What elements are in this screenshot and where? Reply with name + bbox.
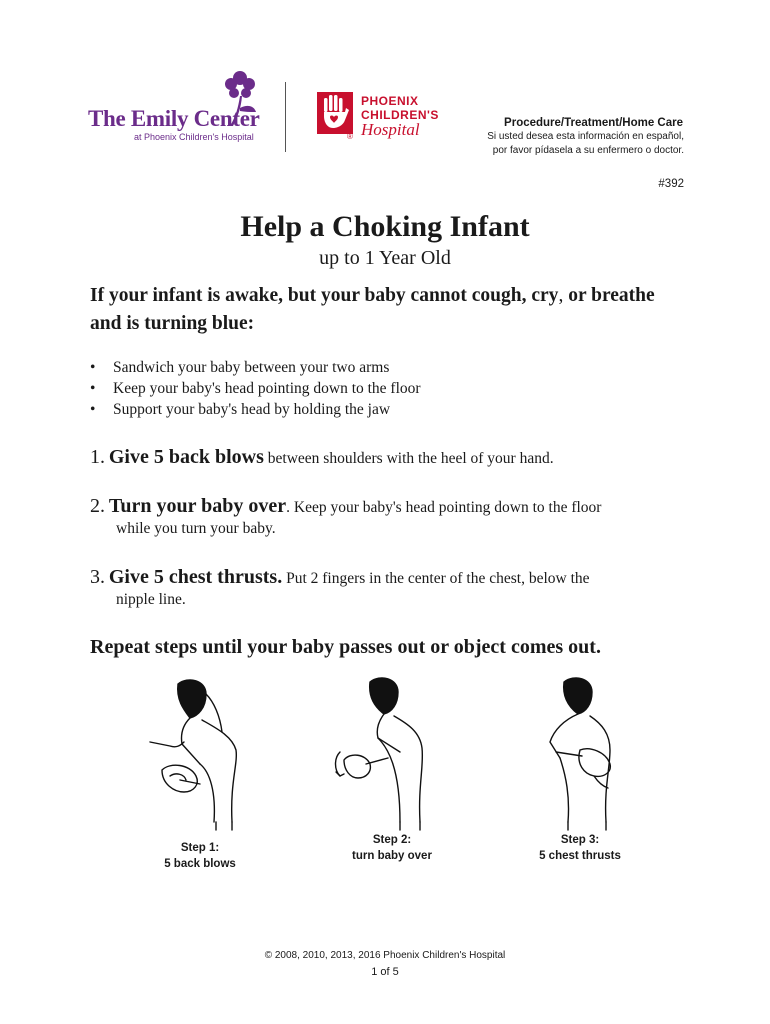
step-text: Put 2 fingers in the center of the chest, below the xyxy=(282,570,590,587)
bullet-list xyxy=(90,357,421,420)
step-number: 2. xyxy=(90,495,105,517)
step-1 xyxy=(90,446,690,469)
pch-word-hospital: Hospital xyxy=(361,120,420,139)
caption-step-2 xyxy=(312,832,472,864)
turn-baby-over-illustration xyxy=(330,672,450,832)
copyright-notice: © 2008, 2010, 2013, 2016 Phoenix Children's Hospital xyxy=(264,950,506,961)
step-3 xyxy=(90,566,690,609)
intro-heading xyxy=(90,282,690,338)
chest-thrusts-illustration xyxy=(520,672,640,832)
step-text: between shoulders with the heel of your hand. xyxy=(263,450,554,467)
list-item: • Support your baby's head by holding the jaw xyxy=(90,399,421,420)
step-text: . Keep your baby's head pointing down to the floor xyxy=(286,499,602,516)
step-2 xyxy=(90,495,690,538)
pch-word-childrens: CHILDREN'S xyxy=(361,108,439,122)
intro-part-1: If your infant is awake, but your baby cannot cough, cry xyxy=(90,285,559,306)
caption-line: 5 chest thrusts xyxy=(539,850,621,862)
page-subtitle: up to 1 Year Old xyxy=(319,247,451,269)
repeat-instruction: Repeat steps until your baby passes out or object comes out. xyxy=(90,636,601,658)
step-number: 1. xyxy=(90,446,105,468)
caption-step-3 xyxy=(500,832,660,864)
document-type: Procedure/Treatment/Home Care xyxy=(504,117,683,129)
spanish-notice-line-1: Si usted desea esta información en español, xyxy=(487,131,684,142)
step-continuation: while you turn your baby. xyxy=(116,520,276,537)
header-divider xyxy=(285,82,286,152)
step-action: Turn your baby over xyxy=(108,495,287,517)
phoenix-childrens-logo xyxy=(315,90,465,150)
page-title: Help a Choking Infant xyxy=(240,210,530,243)
list-item: • Keep your baby's head pointing down to the floor xyxy=(90,378,421,399)
back-blows-illustration xyxy=(140,672,260,832)
caption-line: Step 2: xyxy=(372,834,412,846)
spanish-notice-line-2: por favor pídasela a su enfermero o doctor. xyxy=(492,145,684,156)
step-action: Give 5 back blows xyxy=(108,446,264,468)
caption-line: Step 1: xyxy=(180,842,220,854)
hand-heart-icon xyxy=(315,90,355,136)
step-number: 3. xyxy=(90,566,105,588)
caption-line: turn baby over xyxy=(352,850,432,862)
caption-line: 5 back blows xyxy=(164,858,236,870)
document-number: #392 xyxy=(658,178,684,190)
caption-step-1 xyxy=(120,840,280,872)
list-item: • Sandwich your baby between your two arms xyxy=(90,357,421,378)
page-number: 1 of 5 xyxy=(371,966,399,978)
emily-center-subtitle: at Phoenix Children's Hospital xyxy=(134,132,254,142)
step-continuation: nipple line. xyxy=(116,591,186,608)
emily-center-name: The Emily Center xyxy=(88,106,260,131)
registered-mark: ® xyxy=(347,132,353,141)
emily-center-logo xyxy=(88,68,278,148)
pch-word-phoenix: PHOENIX xyxy=(361,94,419,108)
caption-line: Step 3: xyxy=(560,834,600,846)
intro-comma: , xyxy=(558,285,564,306)
step-action: Give 5 chest thrusts. xyxy=(108,566,283,588)
intro-part-2: or breathe and is turning blue: xyxy=(90,285,655,334)
